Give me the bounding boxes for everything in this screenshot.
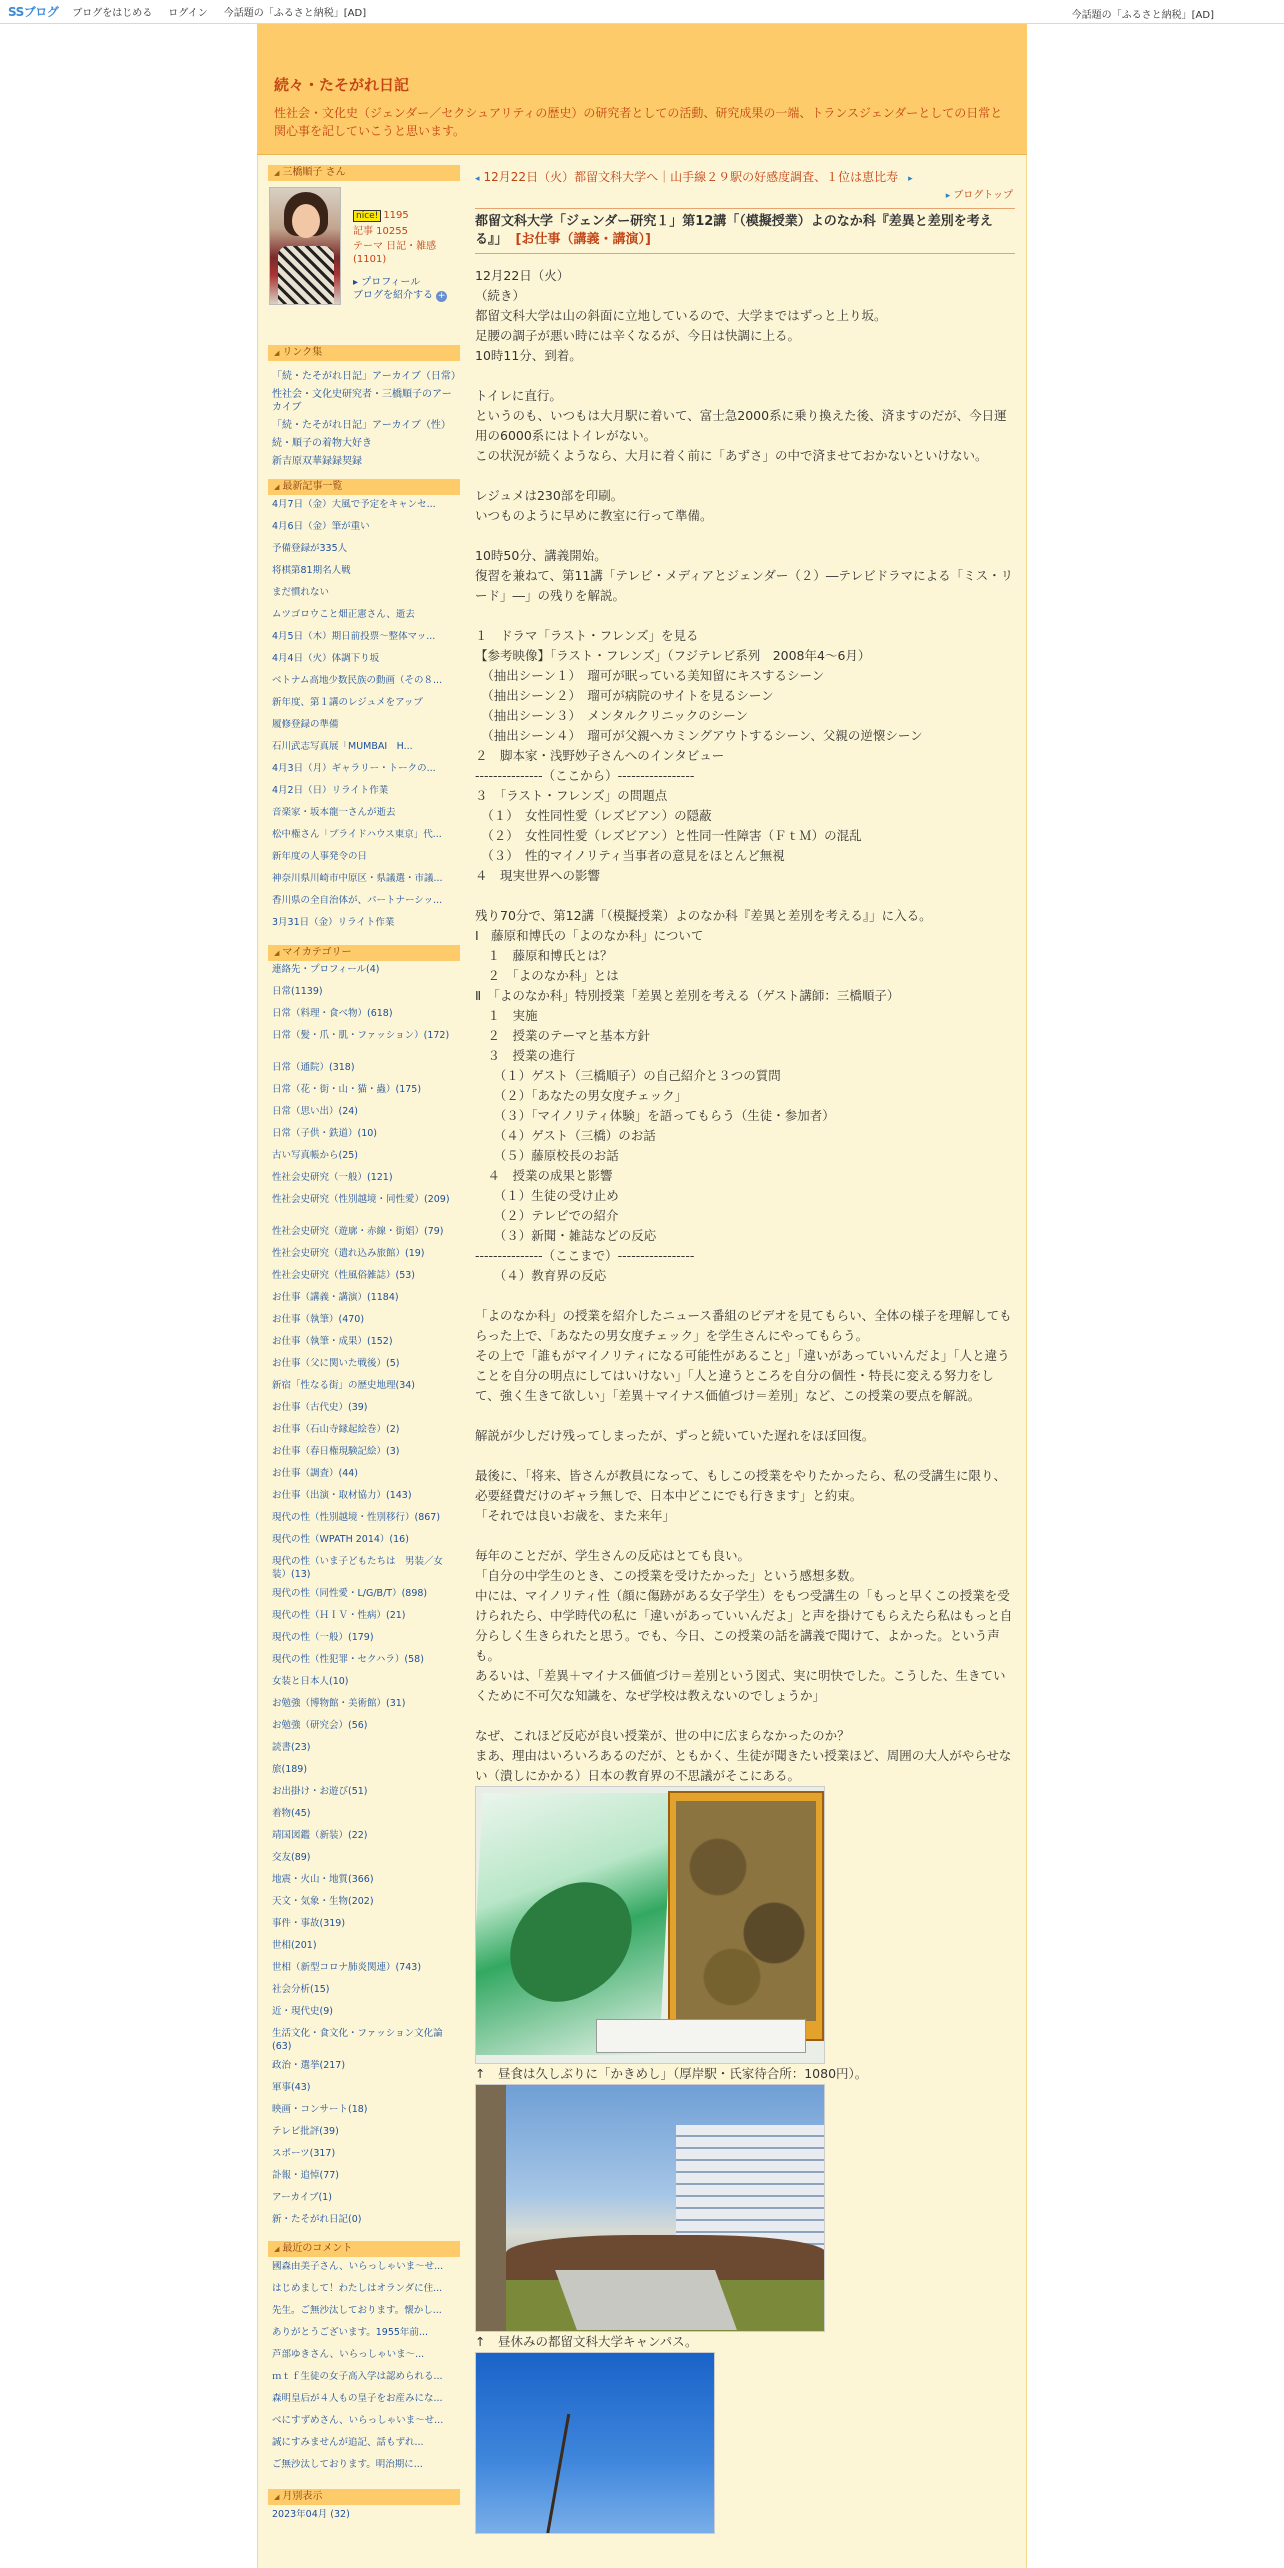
category-item[interactable]: お仕事（父に関いた戦後）(5) bbox=[272, 1358, 400, 1369]
category-item[interactable]: 日常（思い出）(24) bbox=[272, 1106, 359, 1117]
category-item[interactable]: 性社会史研究（性別越境・同性愛）(209) bbox=[272, 1194, 450, 1205]
introduce-blog-label[interactable]: ブログを紹介する bbox=[353, 290, 433, 301]
comment-item[interactable]: 先生。ご無沙汰しております。懐かし... bbox=[272, 2305, 442, 2316]
category-item[interactable]: 性社会史研究（遣れ込み旅館）(19) bbox=[272, 1248, 425, 1259]
category-item[interactable]: 日常（通院）(318) bbox=[272, 1062, 355, 1073]
blog-top-link[interactable] bbox=[946, 186, 1013, 201]
photo-caption: ↑ 昼休みの都留文科大学キャンパス。 bbox=[475, 2334, 698, 2349]
category-item[interactable]: 生活文化・食文化・ファッション文化論(63) bbox=[272, 2028, 443, 2052]
introduce-blog-link[interactable] bbox=[353, 286, 447, 302]
category-item[interactable]: 靖国図鑑（新装）(22) bbox=[272, 1830, 368, 1841]
category-item[interactable]: 現代の性（いま子どもたちは 男装／女装）(13) bbox=[272, 1556, 444, 1580]
category-item[interactable]: 新・たそがれ日記(0) bbox=[272, 2214, 362, 2225]
blog-description: 性社会・文化史（ジェンダー／セクシュアリティの歴史）の研究者としての活動、研究成果の一端、トランスジェンダーとしての日常と関心事を記していこうと思います。 bbox=[274, 106, 1003, 138]
category-item[interactable]: 旅(189) bbox=[272, 1764, 308, 1775]
category-item[interactable]: 事件・事故(319) bbox=[272, 1918, 346, 1929]
category-item[interactable]: 古い写真帳から(25) bbox=[272, 1150, 359, 1161]
category-item[interactable]: 近・現代史(9) bbox=[272, 2006, 333, 2017]
photo-kakimeshi-bento[interactable] bbox=[475, 1786, 825, 2064]
category-item[interactable]: 政治・選挙(217) bbox=[272, 2060, 346, 2071]
category-item[interactable]: お出掛け・お遊び(51) bbox=[272, 1786, 368, 1797]
category-item[interactable]: 現代の性（WPATH 2014）(16) bbox=[272, 1534, 409, 1545]
photo-sky[interactable] bbox=[475, 2352, 715, 2534]
link-item[interactable]: 「続・たそがれ日記」アーカイブ（日常） bbox=[272, 371, 461, 382]
recent-heading: ◢ 最新記事一覧 bbox=[268, 479, 460, 495]
entry-text: 12月22日（火） （続き） 都留文科大学は山の斜面に立地しているので、大学まではずっと上り坂。 足腰の調子が悪い時には辛くなるが、今日は快調に上る。 10時11分、到着。 トイレに直行。 というのも、いつもは大月駅に着いて、富士急2000系に乗り換えた後、済ますのだが、今日運用の6000系にはトイレがない。 この状況が続くようなら、大月に着く前に「あずさ」の中で済ませておかないといけない。 レジュメは230部を印刷。 いつものように早めに教室に行って準備。 10時50分、講義開始。 復習を兼ねて、第11講「テレビ・メディアとジェンダー（２）―テレビドラマによる「ミス・リード」―」の残りを解説。 １ ドラマ「ラスト・フレンズ」を見る 【参考映像】「ラスト・フレンズ」（フジテレビ系列 2008年4～6月） （抽出シーン１） 瑠可が眠っている美知留にキスするシーン （抽出シーン２） 瑠可が病院のサイトを見るシーン （抽出シーン３） メンタルクリニックのシーン （抽出シーン４） 瑠可が父親へカミングアウトするシーン、父親の逆懐シーン ２ 脚本家・浅野妙子さんへのインタビュー ---------------（ここから）----------------- ３ 「ラスト・フレンズ」の問題点 （１） 女性同性愛（レズビアン）の隠蔽 （２） 女性同性愛（レズビアン）と性同一性障害（ＦｔＭ）の混乱 （３） 性的マイノリティ当事者の意見をほとんど無視 ４ 現実世界への影響 残り70分で、第12講「（模擬授業）よのなか科『差異と差別を考える』」に入る。 Ⅰ 藤原和博氏の「よのなか科」について １ 藤原和博氏とは？ ２ 「よのなか科」とは Ⅱ 「よのなか科」特別授業「差異と差別を考える（ゲスト講師：三橋順子） １ 実施 ２ 授業のテーマと基本方針 ３ 授業の進行 （１）ゲスト（三橋順子）の自己紹介と３つの質問 （２）「あなたの男女度チェック」 （３）「マイノリティ体験」を語ってもらう（生徒・参加者） （４）ゲスト（三橋）のお話 （５）藤原校長のお話 ４ 授業の成果と影響 （１）生徒の受け止め （２）テレビでの紹介 （３）新聞・雑誌などの反応 ---------------（ここまで）----------------- （４）教育界の反応 「よのなか科」の授業を紹介したニュース番組のビデオを見てもらい、全体の様子を理解してもらった上で、「あなたの男女度チェック」を学生さんにやってもらう。 その上で「誰もがマイノリティになる可能性があること」「違いがあっていいんだよ」「人と違うことを自分の明点にしてはいけない」「人と違うところを自分の個性・特長に変える努力をして、強く生きて欲しい」「差異＋マイナス価値づけ＝差別」など、この授業の要点を解説。 解説が少しだけ残ってしまったが、ずっと続いていた遅れをほぼ回復。 最後に、「将来、皆さんが教員になって、もしこの授業をやりたかったら、私の受講生に限り、必要経費だけのギャラ無しで、日本中どこにでも行きます」と約束。 「それでは良いお歳を、また来年」 毎年のことだが、学生さんの反応はとても良い。 「自分の中学生のとき、この授業を受けたかった」という感想多数。 中には、マイノリティ性（顔に傷跡がある女子学生）をもつ受講生の「もっと早くこの授業を受けられたら、中学時代の私に「違いがあっていいんだよ」と声を掛けてもらえたら私はもっと自分らしく生きられたと思う。でも、今日、この授業の話を講義で聞けて、よかった。という声も。 あるいは、「差異＋マイナス価値づけ＝差別という図式、実に明快でした。こうした、生きていくために不可欠な知識を、なぜ学校は教えないのでしょうか」 なぜ、これほど反応が良い授業が、世の中に広まらなかったのか？ まあ、理由はいろいろあるのだが、ともかく、生徒が聞きたい授業ほど、周囲の大人がやらせない（潰しにかかる）日本の教育界の不思議がそこにある。 bbox=[475, 268, 1014, 1783]
category-item[interactable]: 訃報・追悼(77) bbox=[272, 2170, 340, 2181]
recent-article[interactable]: 香川県の全自治体が、パートナーシッ... bbox=[272, 895, 443, 906]
comment-item[interactable]: 誠にすみませんが追記、話もずれ... bbox=[272, 2437, 424, 2448]
links-heading: ◢ リンク集 bbox=[268, 345, 460, 361]
category-item[interactable]: 性社会史研究（遊廓・赤線・街娼）(79) bbox=[272, 1226, 444, 1237]
tree-branch bbox=[545, 2414, 571, 2534]
category-item[interactable]: 天文・気象・生物(202) bbox=[272, 1896, 374, 1907]
nav-furusato-ad[interactable]: 今話題の「ふるさと納税」[AD] bbox=[223, 8, 367, 19]
category-item[interactable]: 社会分析(15) bbox=[272, 1984, 330, 1995]
recent-article[interactable]: 4月6日（金）筆が重い bbox=[272, 521, 370, 532]
comment-item[interactable]: はじめまして！わたしはオランダに住... bbox=[272, 2283, 443, 2294]
blog-top-label[interactable]: ブログトップ bbox=[953, 190, 1013, 201]
entry-title bbox=[475, 208, 1015, 254]
category-item[interactable]: お仕事（執筆・成果）(152) bbox=[272, 1336, 393, 1347]
profile-heading: ◢ 三橋順子 さん bbox=[268, 165, 460, 181]
recent-article[interactable]: 4月3日（月）ギャラリー・トークの... bbox=[272, 763, 436, 774]
link-item[interactable]: 続・順子の着物大好き bbox=[272, 438, 372, 449]
entry-navigation bbox=[475, 168, 917, 185]
category-item[interactable]: 現代の性（同性愛・L/G/B/T）(898) bbox=[272, 1588, 428, 1599]
blog-title[interactable]: 続々・たそがれ日記 bbox=[274, 76, 410, 94]
category-item[interactable]: 現代の性（性別越境・性別移行）(867) bbox=[272, 1512, 441, 1523]
recent-article[interactable]: 石川武志写真展「MUMBAI H... bbox=[272, 741, 413, 752]
category-item[interactable]: お仕事（石山寺縁起絵巻）(2) bbox=[272, 1424, 400, 1435]
recent-article[interactable]: 4月5日（木）期日前投票～整体マッ... bbox=[272, 631, 436, 642]
recent-article[interactable]: まだ慣れない bbox=[272, 587, 330, 598]
comments-heading: ◢ 最近のコメント bbox=[268, 2241, 460, 2257]
link-item[interactable]: 「続・たそがれ日記」アーカイブ（性） bbox=[272, 420, 451, 431]
profile-stats bbox=[353, 208, 461, 266]
entry-nav-links[interactable]: 12月22日（火）都留文科大学へ｜山手線２９駅の好感度調査、１位は恵比寿 bbox=[483, 170, 899, 184]
category-item[interactable]: 世相（新型コロナ肺炎関連）(743) bbox=[272, 1962, 422, 1973]
category-item[interactable]: 日常（花・街・山・猫・蟲）(175) bbox=[272, 1084, 422, 1095]
profile-link[interactable]: ▸ プロフィール bbox=[353, 277, 421, 288]
campus-path bbox=[555, 2270, 737, 2330]
recent-article[interactable]: 将棋第81期名人戦 bbox=[272, 565, 351, 576]
category-item[interactable]: 読書(23) bbox=[272, 1742, 311, 1753]
category-item[interactable]: お仕事（古代史）(39) bbox=[272, 1402, 368, 1413]
category-item[interactable]: テレビ批評(39) bbox=[272, 2126, 339, 2137]
category-item[interactable]: お仕事（春日権現験記絵）(3) bbox=[272, 1446, 400, 1457]
comment-item[interactable]: 國森由美子さん、いらっしゃいま～せ... bbox=[272, 2261, 444, 2272]
category-item[interactable]: お勉強（博物館・美術館）(31) bbox=[272, 1698, 406, 1709]
recent-article[interactable]: 新年度、第１講のレジュメをアップ bbox=[272, 697, 423, 708]
photo-campus[interactable] bbox=[475, 2084, 825, 2332]
category-item[interactable]: 新宿「性なる街」の歴史地理(34) bbox=[272, 1380, 416, 1391]
category-item[interactable]: 映画・コンサート(18) bbox=[272, 2104, 368, 2115]
recent-article[interactable]: ベトナム高地少数民族の動画（その８... bbox=[272, 675, 443, 686]
blog-header bbox=[257, 24, 1027, 155]
avatar-face bbox=[292, 204, 320, 238]
nice-count: 1195 bbox=[383, 210, 409, 221]
category-item[interactable]: 着物(45) bbox=[272, 1808, 311, 1819]
category-item[interactable]: 日常（髪・爪・肌・ファッション）(172) bbox=[272, 1030, 450, 1041]
comment-item[interactable]: ありがとうございます。1955年前... bbox=[272, 2327, 428, 2338]
recent-article[interactable]: 予備登録が335人 bbox=[272, 543, 348, 554]
comment-item[interactable]: 芦部ゆきさん、いらっしゃいま～... bbox=[272, 2349, 425, 2360]
nav-login[interactable]: ログイン bbox=[168, 8, 208, 19]
recent-articles bbox=[268, 495, 460, 945]
category-item[interactable]: 性社会史研究（性風俗雑誌）(53) bbox=[272, 1270, 416, 1281]
nav-start-blog[interactable]: ブログをはじめる bbox=[72, 8, 153, 19]
links-list bbox=[268, 361, 460, 479]
category-item[interactable]: お仕事（執筆）(470) bbox=[272, 1314, 365, 1325]
profile-box bbox=[268, 181, 460, 341]
category-item[interactable]: お勉強（研究会）(56) bbox=[272, 1720, 368, 1731]
recent-article[interactable]: 神奈川県川崎市中原区・県議選・市議... bbox=[272, 873, 443, 884]
profile-link-label[interactable]: プロフィール bbox=[361, 277, 421, 288]
entry-title-text[interactable]: 都留文科大学「ジェンダー研究１」第12講「（模擬授業）よのなか科『差異と差別を考える』」 bbox=[475, 214, 993, 247]
entry-body bbox=[475, 266, 1015, 2534]
category-item[interactable]: 軍事(43) bbox=[272, 2082, 311, 2093]
photo-caption: ↑ 昼食は久しぶりに「かきめし」（厚岸駅・氏家待合所：1080円）。 bbox=[475, 2066, 868, 2081]
category-item[interactable]: 性社会史研究（一般）(121) bbox=[272, 1172, 393, 1183]
category-item[interactable]: スポーツ(317) bbox=[272, 2148, 336, 2159]
category-item[interactable]: お仕事（出演・取材協力）(143) bbox=[272, 1490, 412, 1501]
bento-oysters bbox=[676, 1801, 816, 2021]
comment-item[interactable]: べにすずめさん、いらっしゃいま～せ... bbox=[272, 2415, 444, 2426]
recent-article[interactable]: 音楽家・坂本龍一さんが逝去 bbox=[272, 807, 396, 818]
recent-article[interactable]: 新年度の人事発令の日 bbox=[272, 851, 368, 862]
ssblog-logo[interactable]: SSブログ bbox=[8, 5, 59, 19]
next-arrow-icon: ▸ bbox=[908, 174, 913, 184]
category-item[interactable]: 現代の性（性犯罪・セクハラ）(58) bbox=[272, 1654, 424, 1665]
home-arrow-icon: ▸ bbox=[945, 191, 951, 201]
category-heading: ◢ マイカテゴリー bbox=[268, 945, 460, 961]
campus-wall bbox=[476, 2085, 506, 2332]
category-item[interactable]: 交友(89) bbox=[272, 1852, 311, 1863]
recent-article[interactable]: 3月31日（金）リライト作業 bbox=[272, 917, 395, 928]
bento-label bbox=[596, 2019, 806, 2053]
category-item[interactable]: アーカイブ(1) bbox=[272, 2192, 332, 2203]
category-item[interactable]: 現代の性（一般）(179) bbox=[272, 1632, 374, 1643]
category-item[interactable]: 現代の性（ＨＩＶ・性病）(21) bbox=[272, 1610, 406, 1621]
recent-article[interactable]: 4月2日（日）リライト作業 bbox=[272, 785, 389, 796]
sidebar bbox=[268, 165, 460, 2535]
recent-comments bbox=[268, 2257, 460, 2485]
right-furusato-ad[interactable]: 今話題の「ふるさと納税」[AD] bbox=[1071, 10, 1214, 21]
link-item[interactable]: 新吉原双華録録契録 bbox=[272, 456, 362, 467]
comment-item[interactable]: 森明皇后が４人もの皇子をお産みにな... bbox=[272, 2393, 443, 2404]
link-item[interactable]: 性社会・文化史研究者・三橋順子のアーカイブ bbox=[272, 389, 452, 413]
recent-article[interactable]: ムツゴロウこと畑正憲さん、逝去 bbox=[272, 609, 415, 620]
comment-item[interactable]: ｍｔｆ生徒の女子高入学は認められる... bbox=[272, 2371, 443, 2382]
category-item[interactable]: 日常（子供・鉄道）(10) bbox=[272, 1128, 378, 1139]
category-item[interactable]: 連絡先・プロフィール(4) bbox=[272, 964, 380, 975]
theme-link[interactable]: テーマ 日記・雑感 (1101) bbox=[353, 241, 437, 265]
plus-icon: + bbox=[437, 291, 446, 301]
recent-article[interactable]: 4月4日（火）体調下り坂 bbox=[272, 653, 380, 664]
article-count[interactable]: 記事 10255 bbox=[353, 226, 408, 237]
nice-badge: nice! bbox=[353, 210, 381, 222]
category-item[interactable]: 世相(201) bbox=[272, 1940, 317, 1951]
category-item[interactable]: 女装と日本人(10) bbox=[272, 1676, 349, 1687]
category-item[interactable]: お仕事（講義・講演）(1184) bbox=[272, 1292, 399, 1303]
avatar[interactable] bbox=[269, 187, 341, 305]
category-item[interactable]: 日常(1139) bbox=[272, 986, 323, 997]
archive-list bbox=[268, 2505, 460, 2535]
recent-article[interactable]: 松中権さん「プライドハウス東京」代... bbox=[272, 829, 442, 840]
comment-item[interactable]: ご無沙汰しております。明治期に... bbox=[272, 2459, 423, 2470]
category-item[interactable]: 日常（料理・食べ物）(618) bbox=[272, 1008, 393, 1019]
top-navbar bbox=[0, 0, 1284, 24]
recent-article[interactable]: 4月7日（金）大風で予定をキャンセ... bbox=[272, 499, 436, 510]
category-item[interactable]: 地震・火山・地質(366) bbox=[272, 1874, 374, 1885]
archive-item[interactable]: 2023年04月 (32) bbox=[272, 2509, 350, 2520]
prev-arrow-icon: ◂ bbox=[475, 174, 480, 184]
category-item[interactable]: お仕事（調査）(44) bbox=[272, 1468, 359, 1479]
entry-category[interactable]: [お仕事（講義・講演）] bbox=[515, 232, 651, 247]
archive-heading: ◢ 月別表示 bbox=[268, 2489, 460, 2505]
recent-article[interactable]: 履修登録の準備 bbox=[272, 719, 339, 730]
avatar-dress bbox=[278, 246, 334, 305]
category-list bbox=[268, 961, 460, 2241]
